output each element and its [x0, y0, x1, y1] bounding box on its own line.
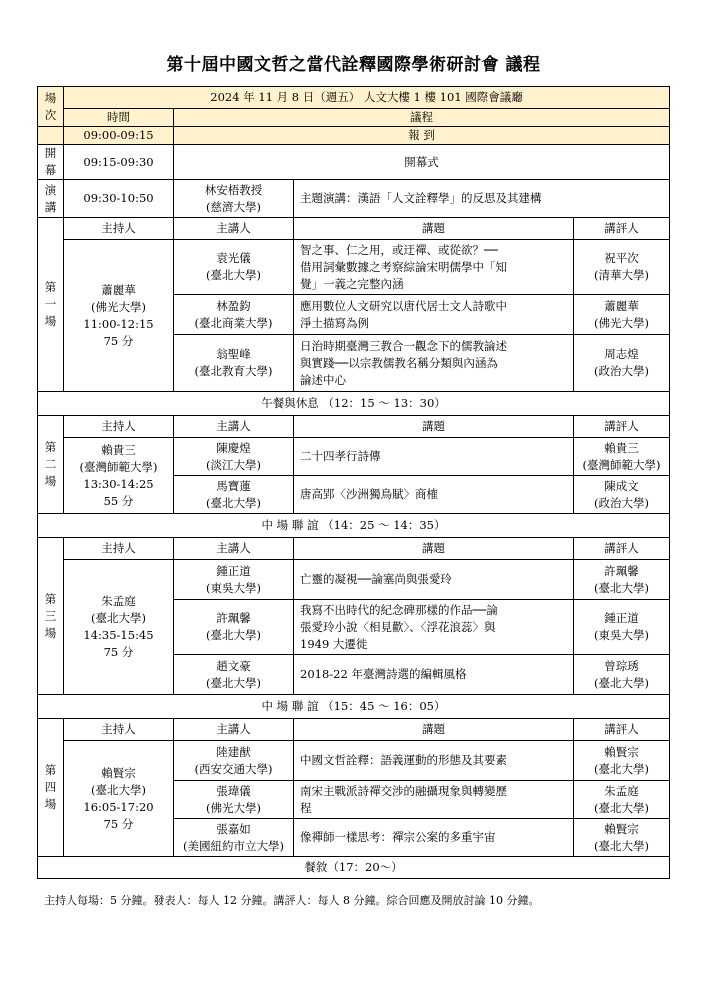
host-header: 主持人: [64, 218, 174, 240]
topic-cell: 中國文哲詮釋：語義運動的形態及其要素: [294, 741, 574, 781]
topic-cell: 日治時期臺灣三教合一觀念下的儒教論述 與實踐──以宗教儒教名稱分類與內涵為 論述中心: [294, 335, 574, 392]
speaker-cell: 馬寶蓮 (臺北大學): [174, 476, 294, 514]
speaker-header: 主講人: [174, 416, 294, 438]
session2-host: 賴貴三 (臺灣師範大學) 13:30-14:25 55 分: [64, 438, 174, 514]
speaker-header: 主講人: [174, 719, 294, 741]
discussant-header: 講評人: [574, 538, 670, 560]
keynote-speaker: [174, 180, 294, 218]
lunch-break: 午餐與休息 （12：15 ～ 13：30）: [38, 392, 670, 416]
keynote-topic: 主題演講：漢語「人文詮釋學」的反思及其建構: [294, 180, 670, 218]
topic-cell: 智之事、仁之用，或迂禪、或從欲？── 借用詞彙數據之考察綜論宋明儒學中「知 覺」一義之完整內涵: [294, 240, 574, 295]
dinner-row: [38, 857, 670, 879]
discussant-cell: 曾琮琇 (臺北大學): [574, 655, 670, 695]
discussant-header: 講評人: [574, 218, 670, 240]
topic-cell: 唐高郢〈沙洲獨鳥賦〉商榷: [294, 476, 574, 514]
mid-break: 中 場 聯 誼 （15：45 ～ 16：05）: [38, 695, 670, 719]
page-title: 第十屆中國文哲之當代詮釋國際學術研討會 議程: [166, 55, 541, 75]
keynote-speaker-affil: (慈濟大學): [206, 199, 261, 214]
host-header: 主持人: [64, 538, 174, 560]
discussant-header: 講評人: [574, 719, 670, 741]
speaker-cell: 趙文豪 (臺北大學): [174, 655, 294, 695]
topic-cell: 應用數位人文研究以唐代居士文人詩歌中 淨土描寫為例: [294, 295, 574, 335]
agenda-table: [37, 86, 670, 879]
session2-header-row: [38, 416, 670, 438]
break-row: [38, 695, 670, 719]
topic-cell: 二十四孝行詩傳: [294, 438, 574, 476]
discussant-cell: 蕭麗華 (佛光大學): [574, 295, 670, 335]
speaker-cell: 許珮馨 (臺北大學): [174, 600, 294, 655]
speaker-cell: 張瑋儀 (佛光大學): [174, 781, 294, 819]
speaker-cell: 鍾正道 (東吳大學): [174, 560, 294, 600]
time-column-header: 時間: [64, 109, 174, 127]
keynote-session-label: 演 講: [38, 180, 64, 218]
speaker-cell: 陳慶煌 (淡江大學): [174, 438, 294, 476]
topic-cell: 亡靈的凝視──論塞尚與張愛玲: [294, 560, 574, 600]
session4-label: 第 四 場: [38, 719, 64, 857]
speaker-header: 主講人: [174, 218, 294, 240]
topic-cell: 像禪師一樣思考：禪宗公案的多重宇宙: [294, 819, 574, 857]
table-row: [38, 240, 670, 295]
speaker-header: 主講人: [174, 538, 294, 560]
date-header: 2024 年 11 月 8 日（週五） 人文大樓 1 樓 101 國際會議廳: [64, 87, 670, 109]
speaker-cell: 翁聖峰 (臺北教育大學): [174, 335, 294, 392]
agenda-column-header: 議程: [174, 109, 670, 127]
topic-header: 講題: [294, 416, 574, 438]
session4-host: 賴賢宗 (臺北大學) 16:05-17:20 75 分: [64, 741, 174, 857]
table-row: [38, 438, 670, 476]
session3-label: 第 三 場: [38, 538, 64, 695]
session1-header-row: [38, 218, 670, 240]
session3-host: 朱孟庭 (臺北大學) 14:35-15:45 75 分: [64, 560, 174, 695]
column-header-row: [38, 109, 670, 127]
discussant-cell: 鍾正道 (東吳大學): [574, 600, 670, 655]
opening-label: 開幕式: [174, 145, 670, 180]
topic-header: 講題: [294, 719, 574, 741]
mid-break: 中 場 聯 誼 （14：25 ～ 14：35）: [38, 514, 670, 538]
session-column-header: 場 次: [38, 87, 64, 127]
discussant-cell: 賴貴三 (臺灣師範大學): [574, 438, 670, 476]
registration-time: 09:00-09:15: [64, 127, 174, 145]
discussant-cell: 賴賢宗 (臺北大學): [574, 741, 670, 781]
keynote-time: 09:30-10:50: [64, 180, 174, 218]
discussant-cell: 陳成文 (政治大學): [574, 476, 670, 514]
speaker-cell: 張嘉如 (美國紐約市立大學): [174, 819, 294, 857]
table-row: [38, 741, 670, 781]
opening-session-label: 開 幕: [38, 145, 64, 180]
discussant-cell: 祝平次 (清華大學): [574, 240, 670, 295]
speaker-cell: 林盈鈞 (臺北商業大學): [174, 295, 294, 335]
topic-cell: 2018-22 年臺灣詩選的編輯風格: [294, 655, 574, 695]
discussant-header: 講評人: [574, 416, 670, 438]
topic-header: 講題: [294, 538, 574, 560]
registration-row: [38, 127, 670, 145]
footnote: 主持人每場：5 分鐘。發表人：每人 12 分鐘。講評人：每人 8 分鐘。綜合回應及開放討論 10 分鐘。: [44, 894, 540, 907]
session1-label: 第 一 場: [38, 218, 64, 392]
registration-label: 報 到: [174, 127, 670, 145]
speaker-cell: 袁光儀 (臺北大學): [174, 240, 294, 295]
keynote-row: [38, 180, 670, 218]
discussant-cell: 朱孟庭 (臺北大學): [574, 781, 670, 819]
date-row: [38, 87, 670, 109]
topic-cell: 我寫不出時代的紀念碑那樣的作品──論 張愛玲小說〈相見歡〉、〈浮花浪蕊〉與 1949 大遷徙: [294, 600, 574, 655]
topic-cell: 南宋主戰派詩禪交涉的融攝現象與轉變歷 程: [294, 781, 574, 819]
session4-header-row: [38, 719, 670, 741]
session2-label: 第 二 場: [38, 416, 64, 514]
table-row: [38, 560, 670, 600]
lunch-row: [38, 392, 670, 416]
discussant-cell: 許珮馨 (臺北大學): [574, 560, 670, 600]
session1-host: 蕭麗華 (佛光大學) 11:00-12:15 75 分: [64, 240, 174, 392]
keynote-speaker-name: 林安梧教授: [204, 182, 263, 197]
host-header: 主持人: [64, 719, 174, 741]
dinner: 餐敘（17：20～）: [38, 857, 670, 879]
host-header: 主持人: [64, 416, 174, 438]
opening-row: [38, 145, 670, 180]
break-row: [38, 514, 670, 538]
discussant-cell: 賴賢宗 (臺北大學): [574, 819, 670, 857]
session3-header-row: [38, 538, 670, 560]
speaker-cell: 陸建猷 (西安交通大學): [174, 741, 294, 781]
discussant-cell: 周志煌 (政治大學): [574, 335, 670, 392]
opening-time: 09:15-09:30: [64, 145, 174, 180]
topic-header: 講題: [294, 218, 574, 240]
